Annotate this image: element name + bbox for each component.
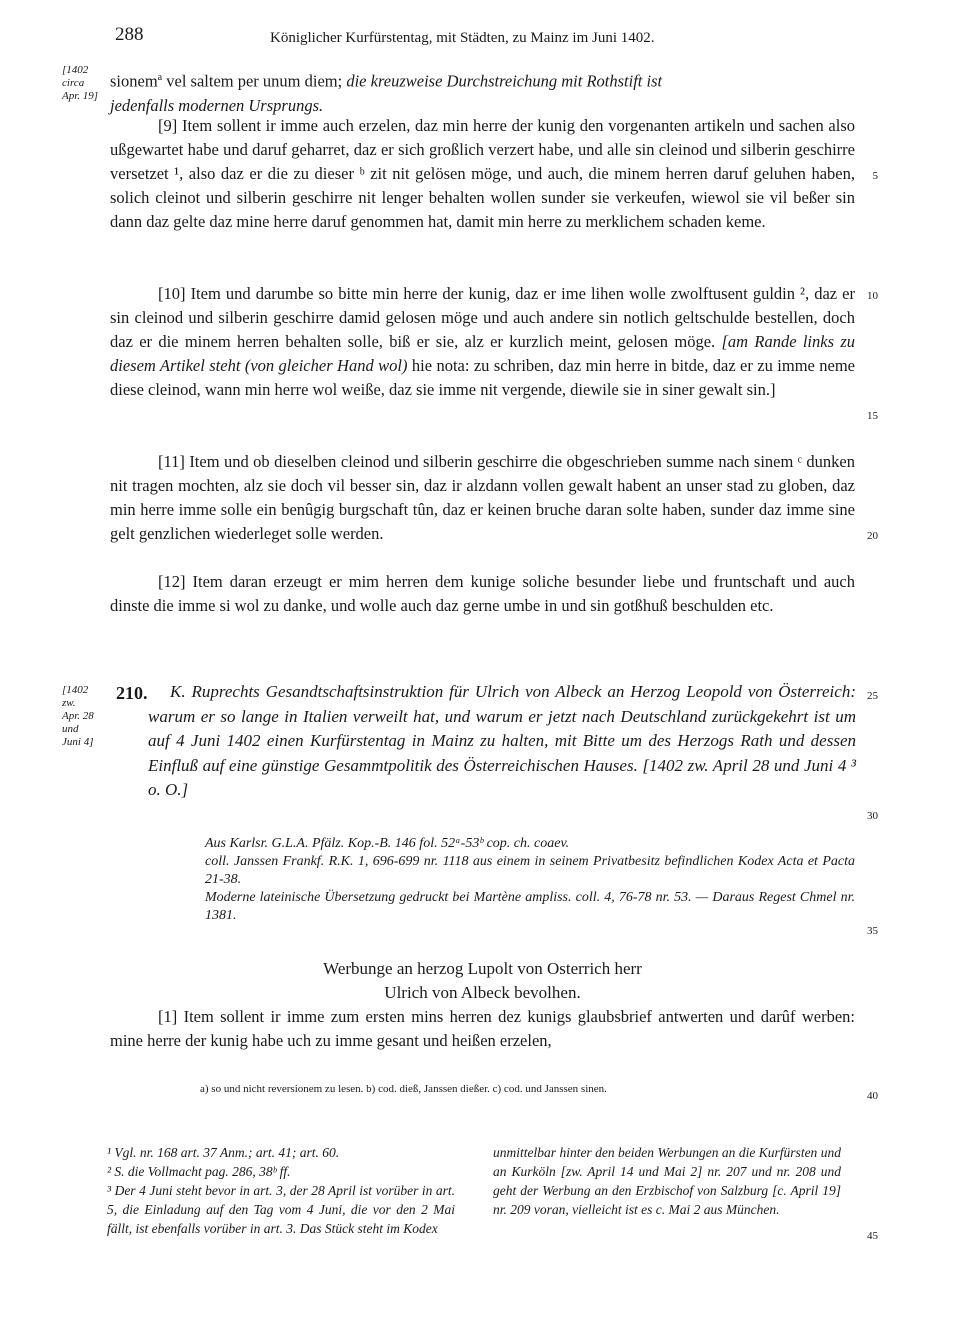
document-paragraph-1: [1] Item sollent ir imme zum ersten mins herren dez kunigs glaubsbrief antwerten und darûf werben: mine herre der kunig habe uch zu imme gesant und heißen erzelen, [110,1007,855,1050]
source-notes: Aus Karlsr. G.L.A. Pfälz. Kop.-B. 146 fol. 52ᵃ-53ᵇ cop. ch. coaev. coll. Janssen Frankf. R.K. 1, 696-699 nr. 1118 aus einem in seinem Privatbesitz befindlichen Kodex Acta et Pacta 21-38. Moderne lateinische Übersetzung gedruckt bei Martène ampliss. coll. 4, 76-78 nr. 53. — Daraus Regest Chmel nr. 1381. [205,836,855,923]
paragraph-10: [10] Item und darumbe so bitte min herre der kunig, daz er ime lihen wolle zwolftusent guldin ², daz er sin cleinod und silberin geschirre damid gelosen möge und auch andere sin notlich geltschulde bestellen, doch daz er die minem herren behalten solle, biß er sie, alz er kurzlich meint, gelosen möge. [am Rande links zu diesem Artikel steht (von gleicher Hand wol) hie nota: zu schriben, daz min herre in bitde, daz er zu imme neme diese cleinod, wann min herre wol weiße, daz sie imme nit vergende, diewile sie in siner gewalt sin.] [110,284,855,399]
document-regest: K. Ruprechts Gesandtschaftsinstruktion für Ulrich von Albeck an Herzog Leopold von Österreich: warum er so lange in Italien verweilt hat, und warum er jetzt nach Deutschland zurückgekehrt ist um auf 4 Juni 1402 einen Kurfürstentag in Mainz zu halten, mit Bitte um des Herzogs Rath und dessen Einfluß auf eine günstige Gesammtpolitik des Österreichischen Hauses. [1402 zw. April 28 und Juni 4 ³ o. O.] [148,682,856,799]
line-number: 40 [867,1090,878,1102]
footnotes-right-column: unmittelbar hinter den beiden Werbungen an die Kurfürsten und an Kurköln [zw. April 14 und Mai 2] nr. 207 und nr. 208 und geht der Werbung an den Erzbischof von Salzburg [c. April 19] nr. 209 voran, vielleicht ist es c. Mai 2 aus München. [493,1145,841,1217]
line-number: 5 [872,170,878,182]
paragraph-11: [11] Item und ob dieselben cleinod und silberin geschirre die obgeschrieben summe nach sinem ᶜ dunken nit tragen mochten, alz sie doch vil besser sin, daz ir alzdann vollen gewalt habent an unser stad zu globen, daz min herre imme solle ein benûgig burgschaft tûn, daz er keinen bruche daran solte haben, sunder daz imme sine gelt genzlichen wiederleget solle werden. [110,452,855,543]
document-heading: Werbunge an herzog Lupolt von Osterrich herr Ulrich von Albeck bevolhen. [323,959,642,1002]
document-number: 210. [116,683,148,703]
footnotes-left-column: ¹ Vgl. nr. 168 art. 37 Anm.; art. 41; art. 60. ² S. die Vollmacht pag. 286, 38ᵇ ff. ³ Der 4 Juni steht bevor in art. 3, der 28 April ist vorüber in art. 5, die Einladung auf den Tag vom 4 Juni, die vor den 2 Mai fällt, ist ebenfalls vorüber in art. 3. Das Stück steht im Kodex [107,1145,455,1236]
line-number: 35 [867,925,878,937]
paragraph-12: [12] Item daran erzeugt er mim herren dem kunige soliche besunder liebe und fruntschaft und auch dinste die imme si wol zu danke, und wolle auch daz gerne umbe in und sin gotßhuß beschulden etc. [110,572,855,615]
line-number: 10 [867,290,878,302]
footnotes-letters: a) so und nicht reversionem zu lesen. b) cod. dieß, Janssen dießer. c) cod. und Janssen sinen. [200,1083,607,1095]
line-number: 20 [867,530,878,542]
line-number: 30 [867,810,878,822]
continuation-lines: sionem$^a$ vel saltem per unum diem; die kreuzweise Durchstreichung mit Rothstift ist jedenfalls modernen Ursprungs. [110,71,663,115]
running-title: Königlicher Kurfürstentag, mit Städten, zu Mainz im Juni 1402. [270,30,655,46]
page-number: 288 [115,24,144,45]
line-number: 15 [867,410,878,422]
margin-date-top: [1402 circa Apr. 19] [62,64,99,102]
line-number: 25 [867,690,878,702]
paragraph-9: [9] Item sollent ir imme auch erzelen, daz min herre der kunig den vorgenanten artikeln und sachen also ußgewartet habe und daruf geharret, daz er sich großlich verzert habe, und alle sin cleinod und silberin geschirre versetzet ¹, also daz er die zu dieser ᵇ zit nit gelösen möge, und auch, die minem herren daruf geluhen haben, solich cleinot und silberin geschirre nit lenger behalten wollen sunder sie verkeufen, wiewol sie vil beßer sin dann daz gelte daz mine herre daruf genommen hat, damit min herre zu merklichem schaden keme. [110,116,855,231]
margin-date-doc: [1402 zw. Apr. 28 und Juni 4] [62,684,94,748]
line-number: 45 [867,1230,878,1242]
